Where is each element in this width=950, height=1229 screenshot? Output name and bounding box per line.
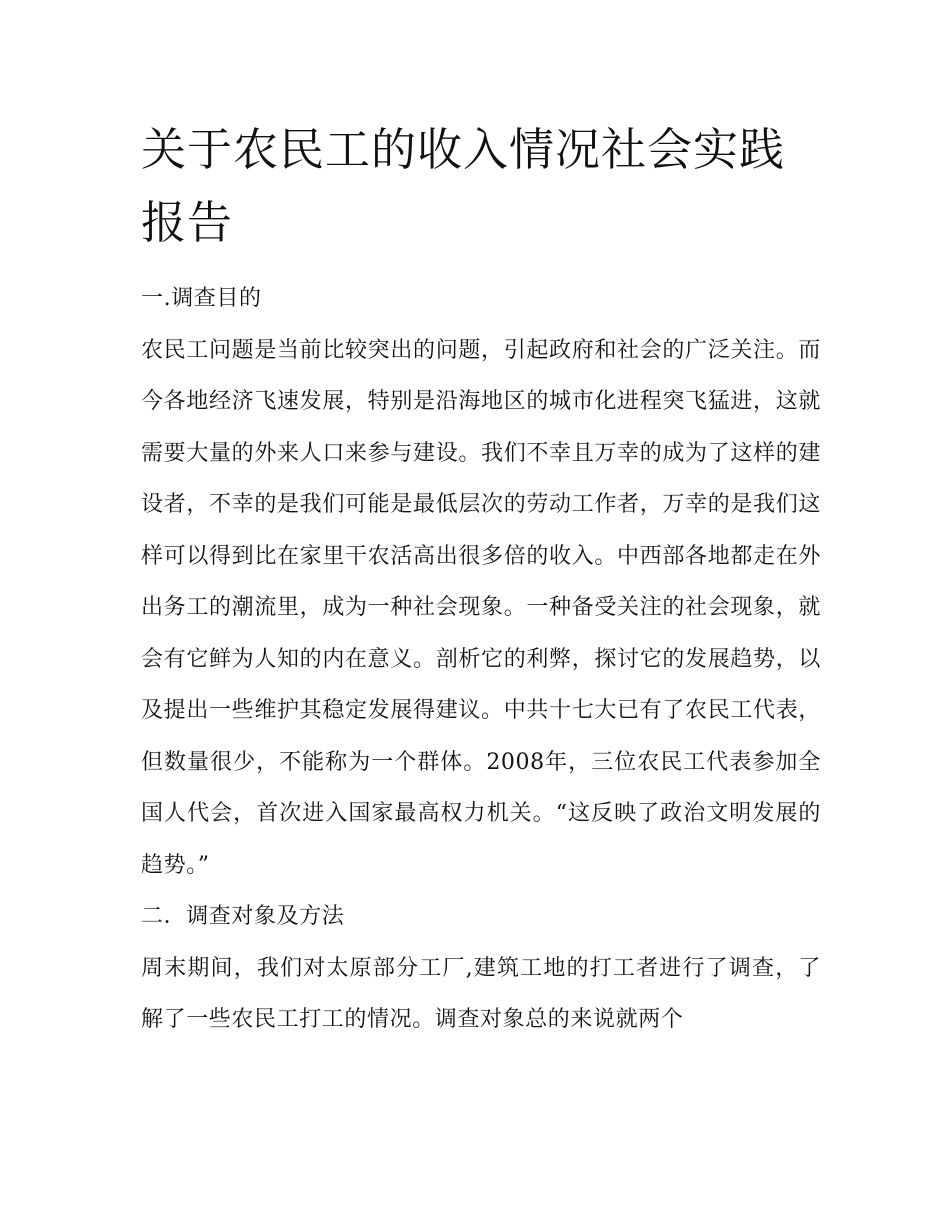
document-title: 关于农民工的收入情况社会实践报告 (141, 123, 786, 249)
section-paragraph-purpose: 农民工问题是当前比较突出的问题，引起政府和社会的广泛关注。而今各地经济飞速发展，特别是沿海地区的城市化进程突飞猛进，这就需要大量的外来人口来参与建设。我们不幸且万幸的成为了这样的建设者，不幸的是我们可能是最低层次的劳动工作者，万幸的是我们这样可以得到比在家里干农活高出很多倍的收入。中西部各地都走在外出务工的潮流里，成为一种社会现象。一种备受关注的社会现象，就会有它鲜为人知的内在意义。剖析它的利弊，探讨它的发展趋势，以及提出一些维护其稳定发展得建议。中共十七大已有了农民工代表，但数量很少，不能称为一个群体。2008年，三位农民工代表参加全国人代会，首次进入国家最高权力机关。“这反映了政治文明发展的趋势。” (141, 337, 821, 878)
section-heading-purpose: 一.调查目的 (141, 286, 262, 311)
document-body (141, 273, 821, 1046)
section-heading-subjects-methods: 二．调查对象及方法 (141, 904, 345, 929)
document-page (141, 113, 821, 1046)
section-paragraph-subjects-methods: 周末期间，我们对太原部分工厂,建筑工地的打工者进行了调查，了解了一些农民工打工的情况。调查对象总的来说就两个 (141, 955, 821, 1032)
